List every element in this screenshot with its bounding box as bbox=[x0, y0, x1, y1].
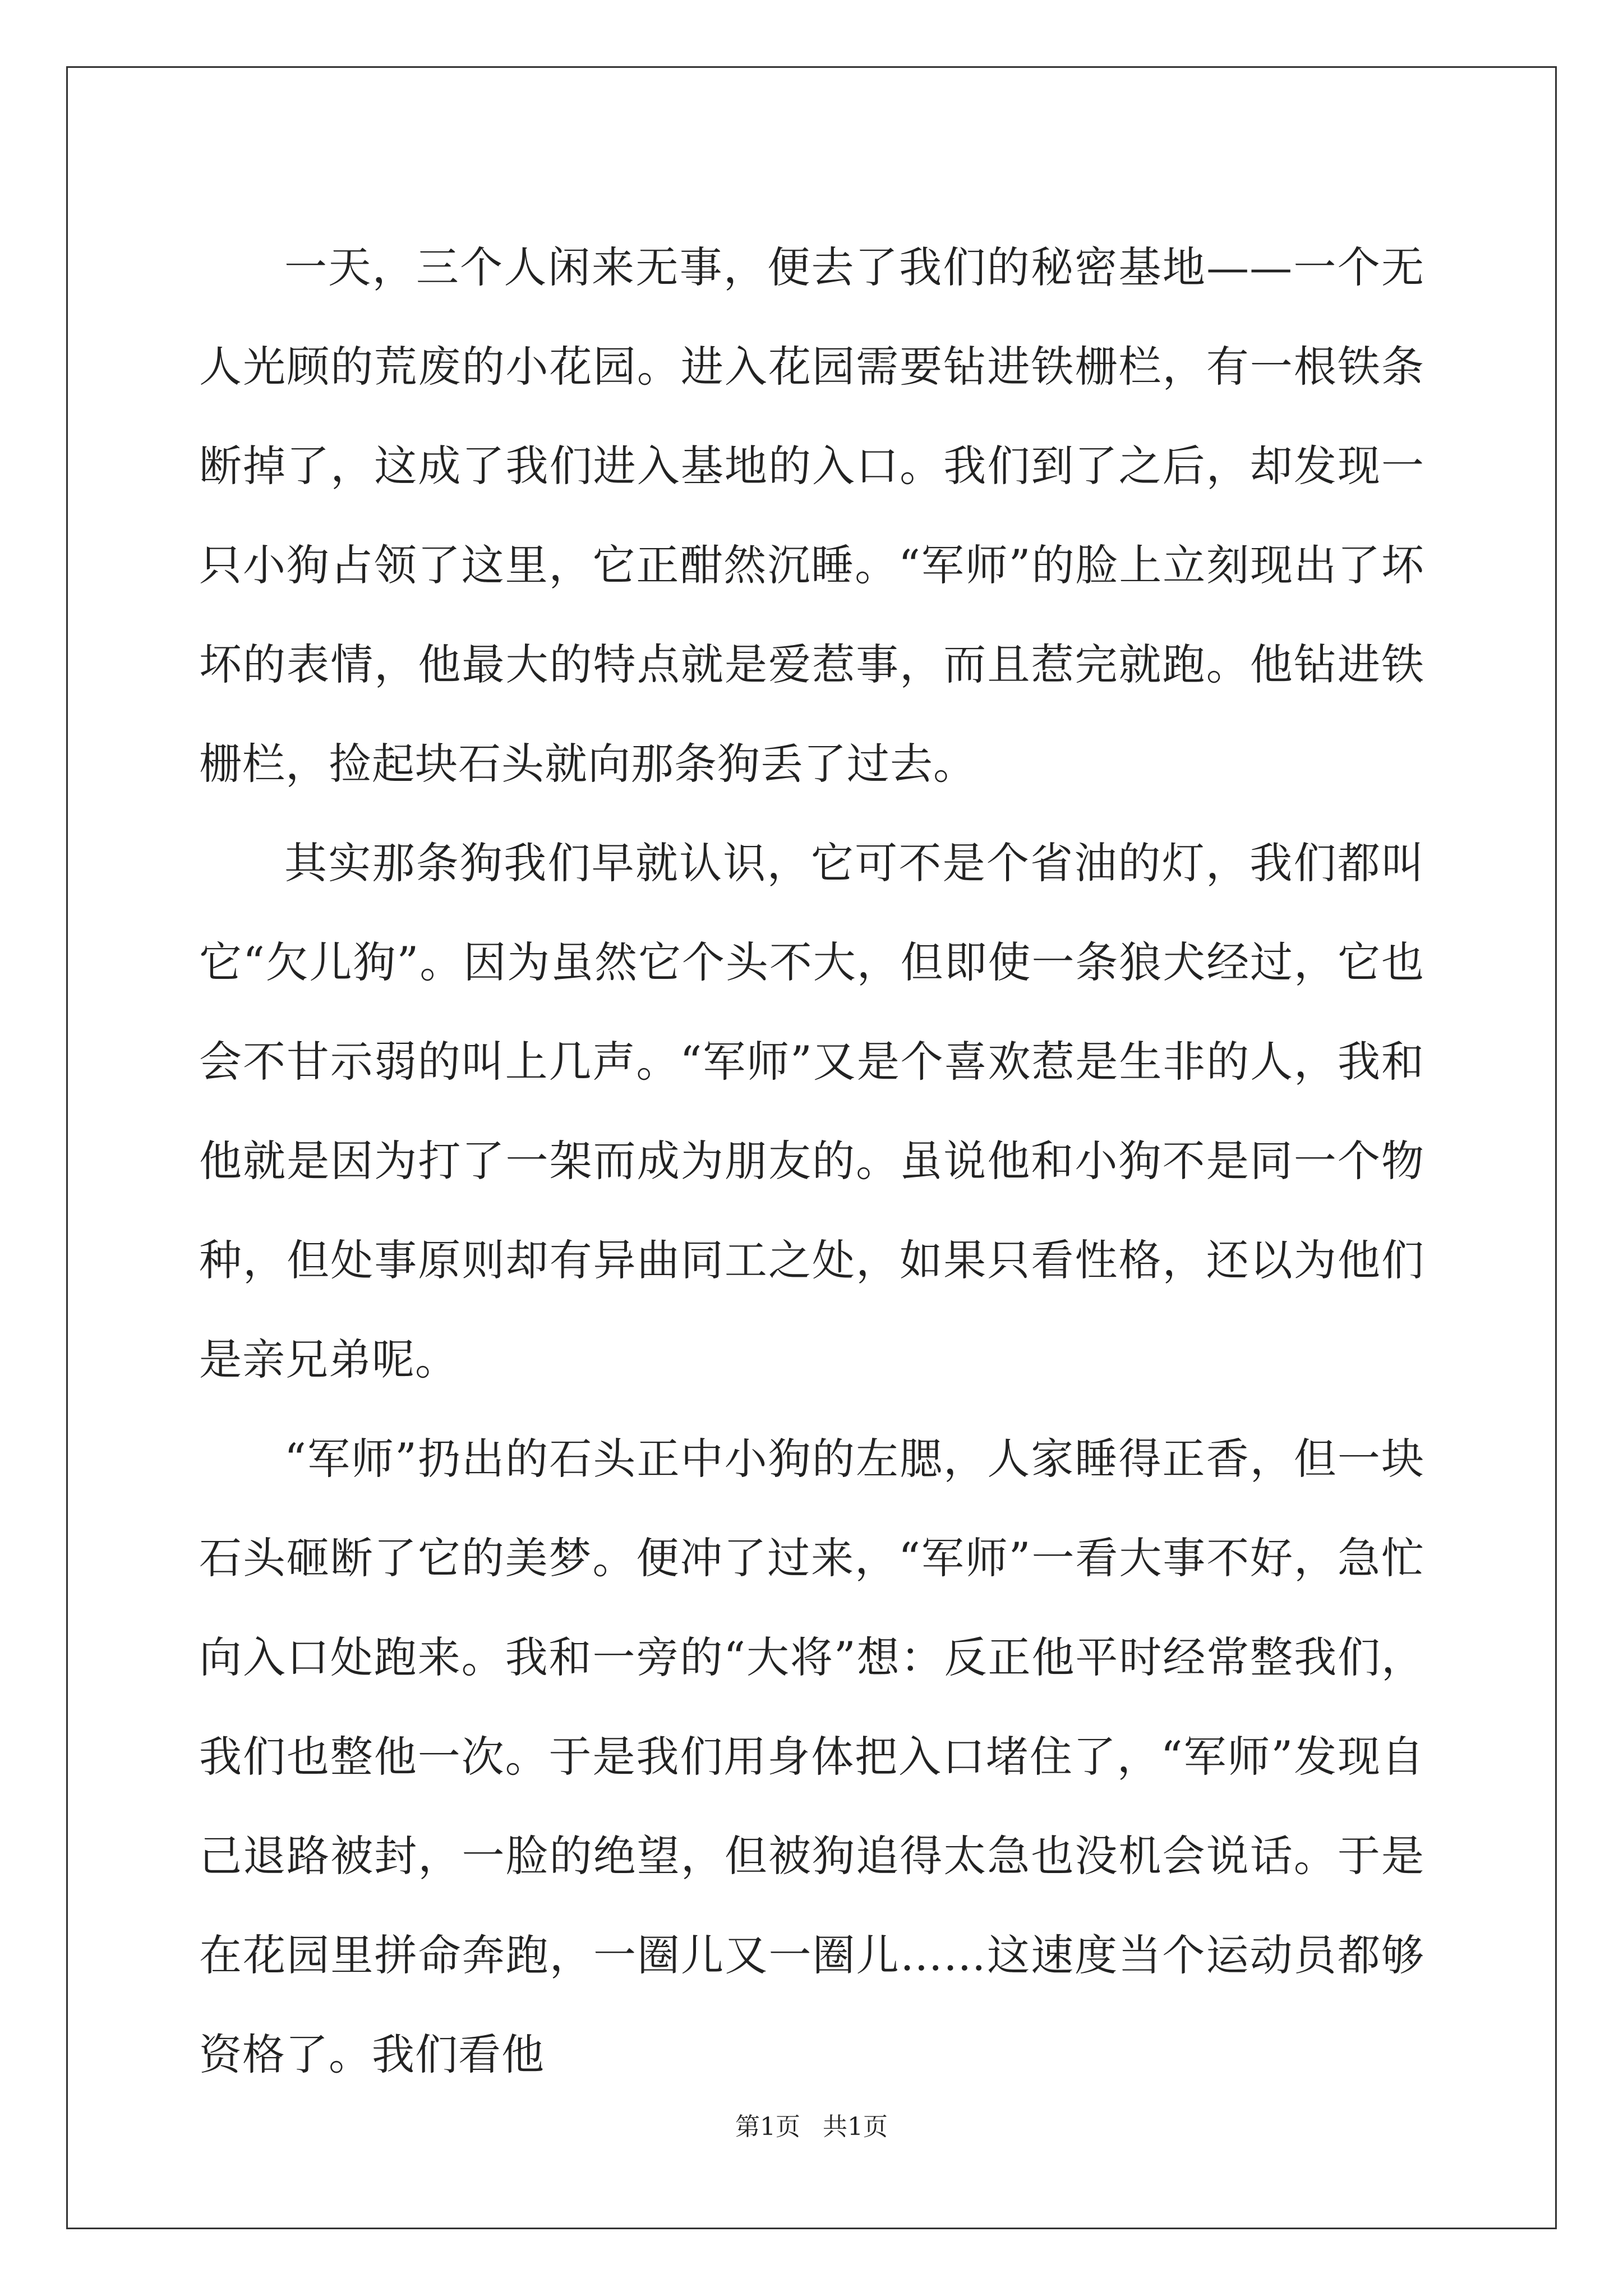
document-body bbox=[199, 218, 1424, 2104]
paragraph-2: 其实那条狗我们早就认识，它可不是个省油的灯，我们都叫它“欠儿狗”。因为虽然它个头不大，但即使一条狼犬经过，它也会不甘示弱的叫上几声。“军师”又是个喜欢惹是生非的人，我和他就是因为打了一架而成为朋友的。虽说他和小狗不是同一个物种，但处事原则却有异曲同工之处，如果只看性格，还以为他们是亲兄弟呢。 bbox=[199, 838, 1424, 1384]
paragraph-1: 一天，三个人闲来无事，便去了我们的秘密基地——一个无人光顾的荒废的小花园。进入花园需要钻进铁栅栏，有一根铁条断掉了，这成了我们进入基地的入口。我们到了之后，却发现一只小狗占领了这里，它正酣然沉睡。“军师”的脸上立刻现出了坏坏的表情，他最大的特点就是爱惹事，而且惹完就跑。他钻进铁栅栏，捡起块石头就向那条狗丢了过去。 bbox=[199, 242, 1424, 789]
paragraph-3: “军师”扔出的石头正中小狗的左腮，人家睡得正香，但一块石头砸断了它的美梦。便冲了过来，“军师”一看大事不好，急忙向入口处跑来。我和一旁的“大将”想：反正他平时经常整我们，我们也整他一次。于是我们用身体把入口堵住了，“军师”发现自己退路被封，一脸的绝望，但被狗追得太急也没机会说话。于是在花园里拼命奔跑，一圈儿又一圈儿……这速度当个运动员都够资格了。我们看他 bbox=[199, 1434, 1424, 2079]
page-total: 共1页 bbox=[823, 2113, 888, 2141]
page-number: 第1页 bbox=[735, 2113, 800, 2141]
page-footer bbox=[0, 2106, 1623, 2142]
